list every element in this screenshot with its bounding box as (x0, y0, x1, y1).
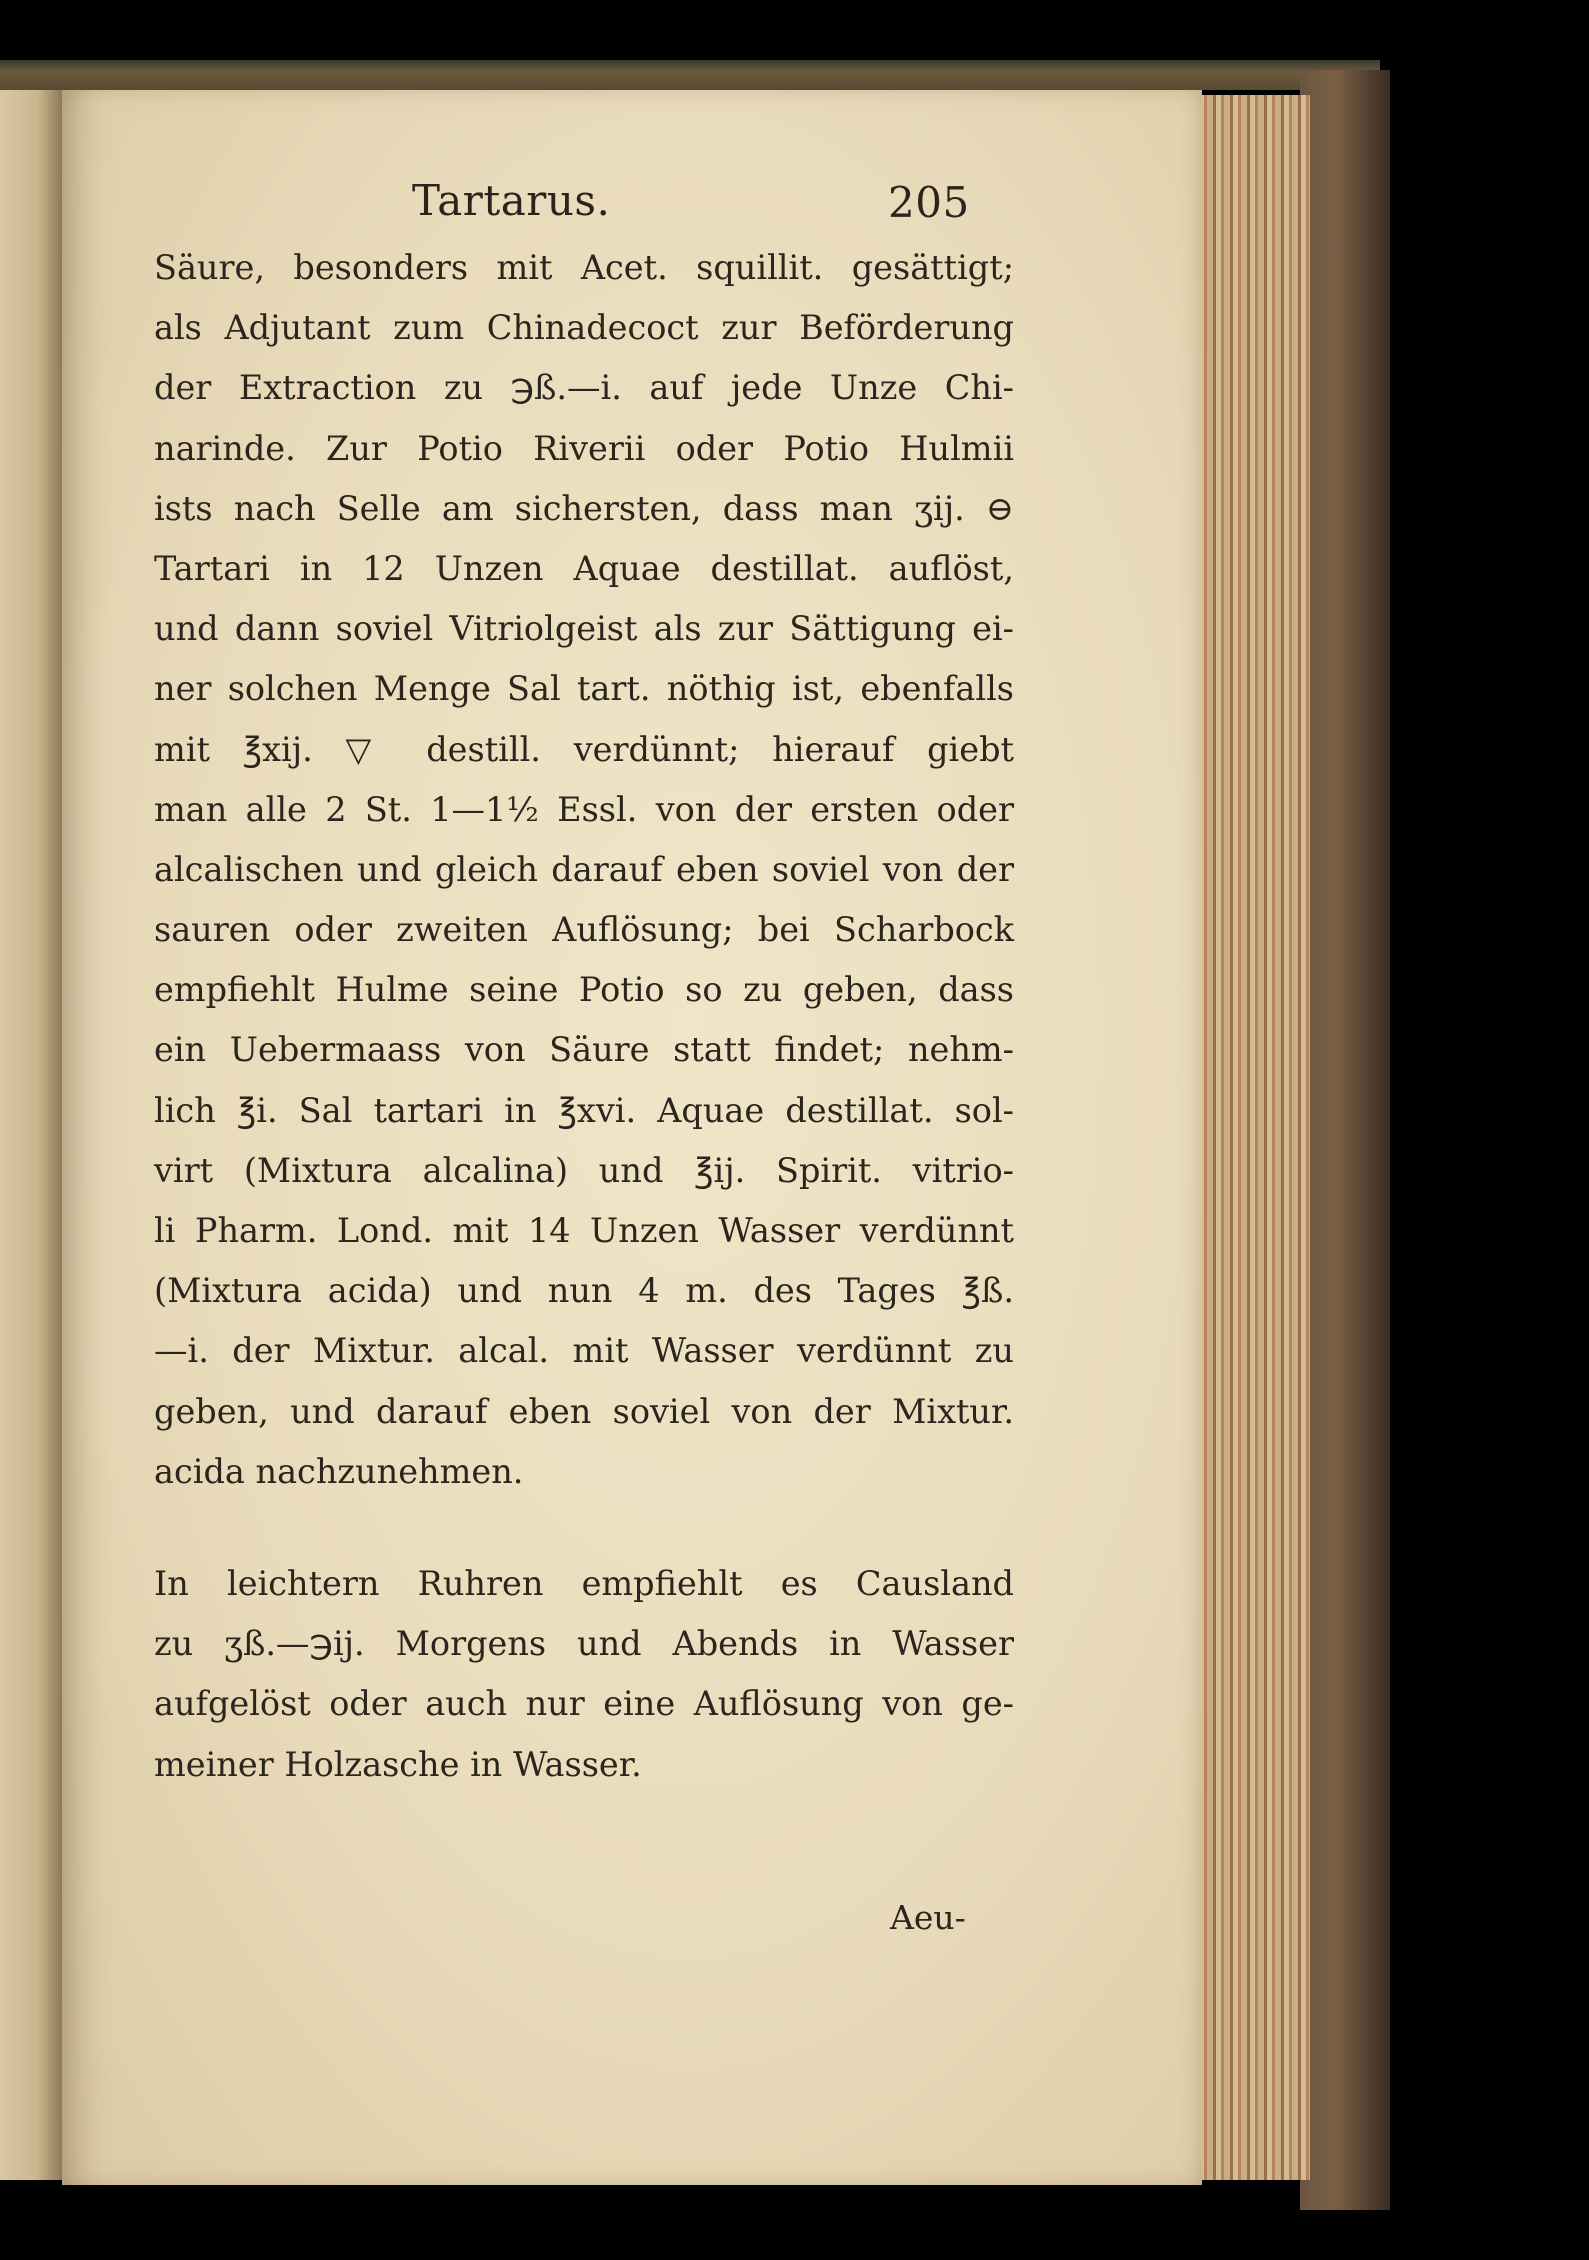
text-line: zu ʒß.—℈ij. Morgens und Abends in Wasser (154, 1624, 1014, 1664)
text-line: virt (Mixtura alcalina) und ℥ij. Spirit. vitrio- (154, 1150, 1014, 1190)
paragraph-gap (154, 1502, 1014, 1554)
text-line: man alle 2 St. 1—1½ Essl. von der ersten oder (154, 789, 1014, 829)
text-line: Säure, besonders mit Acet. squillit. gesättigt; (154, 248, 1014, 287)
text-line: ein Uebermaass von Säure statt findet; nehm- (154, 1030, 1014, 1070)
body-text (154, 238, 1014, 1795)
text-line: In leichtern Ruhren empfiehlt es Causland (154, 1563, 1014, 1603)
text-line: alcalischen und gleich darauf eben soviel von der (154, 849, 1014, 889)
text-line: Tartari in 12 Unzen Aquae destillat. auflöst, (154, 548, 1014, 588)
text-line: lich ℥i. Sal tartari in ℥xvi. Aquae destillat. sol- (154, 1090, 1014, 1130)
text-line: (Mixtura acida) und nun 4 m. des Tages ℥ß. (154, 1271, 1014, 1311)
text-line: meiner Holzasche in Wasser. (154, 1744, 642, 1784)
book-cover-top-edge (0, 60, 1380, 90)
text-line: ner solchen Menge Sal tart. nöthig ist, ebenfalls (154, 669, 1014, 709)
text-line: ists nach Selle am sichersten, dass man ʒij. ⊖ (154, 488, 1014, 528)
text-line: mit ℥xij. ▽ destill. verdünnt; hierauf giebt (154, 729, 1014, 769)
paragraph-1 (154, 238, 1014, 1502)
page-number: 205 (888, 178, 970, 227)
text-line: und dann soviel Vitriolgeist als zur Sättigung ei- (154, 609, 1014, 649)
text-line: —i. der Mixtur. alcal. mit Wasser verdünnt zu (154, 1331, 1014, 1371)
page-stack-edges (1190, 95, 1310, 2180)
text-line: aufgelöst oder auch nur eine Auflösung von ge- (154, 1684, 1014, 1724)
text-line: der Extraction zu ℈ß.—i. auf jede Unze Chi- (154, 368, 1014, 408)
book-cover-right-edge (1300, 70, 1390, 2210)
paragraph-2 (154, 1554, 1014, 1795)
previous-page-edge (0, 80, 62, 2180)
running-head-title: Tartarus. (412, 176, 611, 225)
text-line: geben, und darauf eben soviel von der Mixtur. (154, 1391, 1014, 1431)
catchword: Aeu- (890, 1898, 966, 1937)
text-line: li Pharm. Lond. mit 14 Unzen Wasser verdünnt (154, 1211, 1014, 1250)
text-line: acida nachzunehmen. (154, 1451, 524, 1491)
text-line: sauren oder zweiten Auflösung; bei Scharbock (154, 910, 1014, 950)
text-line: narinde. Zur Potio Riverii oder Potio Hulmii (154, 428, 1014, 468)
text-line: als Adjutant zum Chinadecoct zur Beförderung (154, 308, 1014, 348)
text-line: empfiehlt Hulme seine Potio so zu geben, dass (154, 970, 1014, 1010)
